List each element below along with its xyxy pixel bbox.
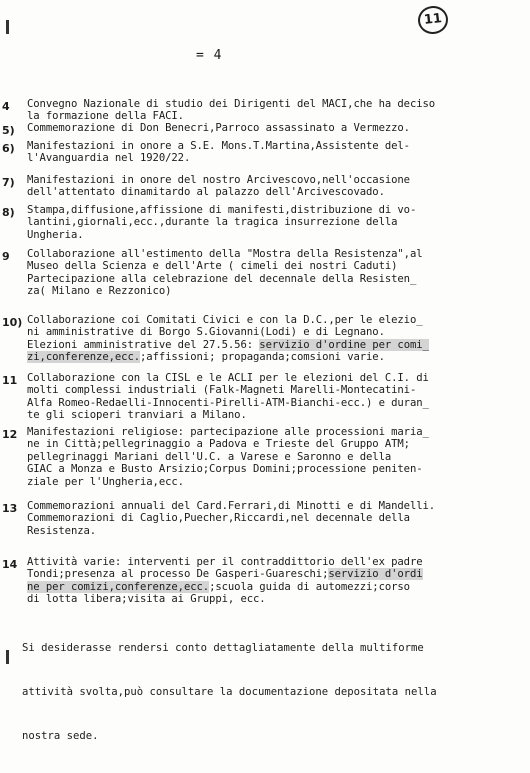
entry-line: pellegrinaggi Mariani dell'U.C. a Varese e Saronno e della bbox=[27, 450, 392, 463]
highlight-mark: servizio d'ordi bbox=[328, 568, 423, 581]
entry-line: Commemorazioni annuali del Card.Ferrari,di Minotti e di Mandelli. bbox=[27, 500, 436, 512]
entry-line: Manifestazioni in onore del nostro Arcivescovo,nell'occasione bbox=[27, 174, 410, 186]
entry-line: Commemorazione di Don Benecri,Parroco assassinato a Vermezzo. bbox=[27, 122, 410, 134]
entry-line: Ungheria. bbox=[27, 228, 84, 241]
entry-line: di lotta libera;visita ai Gruppi, ecc. bbox=[27, 593, 266, 606]
circled-page-number: 11 bbox=[417, 5, 450, 36]
entry-line: Collaborazione all'estimento della "Mostra della Resistenza",al bbox=[27, 248, 423, 260]
entry-text bbox=[27, 372, 527, 422]
entry-line: Alfa Romeo-Redaelli-Innocenti-Pirelli-ATM-Bianchi-ecc.) e duran_ bbox=[27, 396, 429, 409]
entry-line: GIAC a Monza e Busto Arsizio;Corpus Domini;processione peniten- bbox=[27, 463, 423, 476]
entry-text bbox=[27, 140, 527, 165]
entry-line: Collaborazione coi Comitati Civici e con la D.C.,per le elezio_ bbox=[27, 314, 423, 326]
entry-line: molti complessi industriali (Falk-Magneti Marelli-Montecatini- bbox=[27, 384, 417, 397]
entry-text bbox=[27, 204, 527, 241]
footer-note bbox=[22, 612, 437, 773]
entry-line: Tondi;presenza al processo De Gasperi-Guareschi;servizio d'ordi bbox=[27, 568, 423, 581]
entry-number: 4 bbox=[2, 100, 10, 113]
footer-line: attività svolta,può consultare la documentazione depositata nella bbox=[22, 685, 437, 698]
entry-line: Collaborazione con la CISL e le ACLI per le elezioni del C.I. di bbox=[27, 372, 429, 384]
entry-line: za( Milano e Rezzonico) bbox=[27, 285, 172, 298]
entry-line: la formazione della FACI. bbox=[27, 110, 184, 123]
entry-line: l'Avanguardia nel 1920/22. bbox=[27, 152, 191, 165]
entry-text bbox=[27, 248, 527, 298]
entry-text bbox=[27, 98, 527, 123]
footer-line: nostra sede. bbox=[22, 729, 99, 742]
entry-line: Museo della Scienza e dell'Arte ( cimeli dei nostri Caduti) bbox=[27, 260, 398, 273]
entry-number: 7) bbox=[2, 176, 15, 189]
entry-number: 13 bbox=[2, 502, 18, 515]
entry-line: ne per comizi,conferenze,ecc.;scuola guida di automezzi;corso bbox=[27, 580, 410, 593]
entry-text bbox=[27, 426, 527, 488]
entry-line: Stampa,diffusione,affissione di manifesti,distribuzione di vo- bbox=[27, 204, 417, 216]
entry-text bbox=[27, 122, 527, 134]
entry-line: zi,conferenze,ecc.;affissioni; propaganda;comsioni varie. bbox=[27, 351, 385, 364]
entry-number: 9 bbox=[2, 250, 10, 263]
entry-number: 12 bbox=[2, 428, 18, 441]
entry-line: ne in Città;pellegrinaggio a Padova e Trieste del Gruppo ATM; bbox=[27, 438, 410, 451]
entry-line: Elezioni amministrative del 27.5.56: servizio d'ordine per comi_ bbox=[27, 338, 429, 351]
entry-line: ziale per l'Ungheria,ecc. bbox=[27, 475, 184, 488]
entry-line: lantini,giornali,ecc.,durante la tragica insurrezione della bbox=[27, 216, 398, 229]
entry-line: Attività varie: interventi per il contraddittorio dell'ex padre bbox=[27, 556, 423, 568]
entry-number: 10) bbox=[2, 316, 23, 329]
entry-line: Resistenza. bbox=[27, 524, 97, 537]
entry-number: 8) bbox=[2, 206, 15, 219]
margin-mark bbox=[6, 650, 9, 664]
entry-line: te gli scioperi tranviari a Milano. bbox=[27, 409, 247, 422]
entry-line: Manifestazioni in onore a S.E. Mons.T.Martina,Assistente del- bbox=[27, 140, 410, 152]
page-number: = 4 bbox=[196, 48, 223, 63]
entry-number: 6) bbox=[2, 142, 15, 155]
footer-line: Si desiderasse rendersi conto dettagliatamente della multiforme bbox=[22, 642, 424, 655]
entry-number: 5) bbox=[2, 124, 15, 137]
entry-line: dell'attentato dinamitardo al palazzo dell'Arcivescovado. bbox=[27, 186, 385, 199]
entry-text bbox=[27, 174, 527, 199]
entry-number: 14 bbox=[2, 558, 18, 571]
entry-number: 11 bbox=[2, 374, 18, 387]
entry-text bbox=[27, 556, 527, 606]
highlight-mark: servizio d'ordine per comi_ bbox=[259, 338, 429, 351]
entry-line: Partecipazione alla celebrazione del decennale della Resisten_ bbox=[27, 272, 417, 285]
entry-text bbox=[27, 314, 527, 364]
highlight-mark: ne per comizi,conferenze,ecc. bbox=[27, 580, 210, 593]
entry-line: Commemorazioni di Caglio,Puecher,Riccardi,nel decennale della bbox=[27, 512, 410, 525]
entry-line: Manifestazioni religiose: partecipazione alle processioni maria_ bbox=[27, 426, 429, 438]
highlight-mark: zi,conferenze,ecc. bbox=[27, 351, 141, 364]
entry-line: Convegno Nazionale di studio dei Dirigenti del MACI,che ha deciso bbox=[27, 98, 436, 110]
entry-line: ni amministrative di Borgo S.Giovanni(Lodi) e di Legnano. bbox=[27, 326, 385, 339]
margin-mark bbox=[6, 20, 9, 34]
entry-text bbox=[27, 500, 527, 537]
